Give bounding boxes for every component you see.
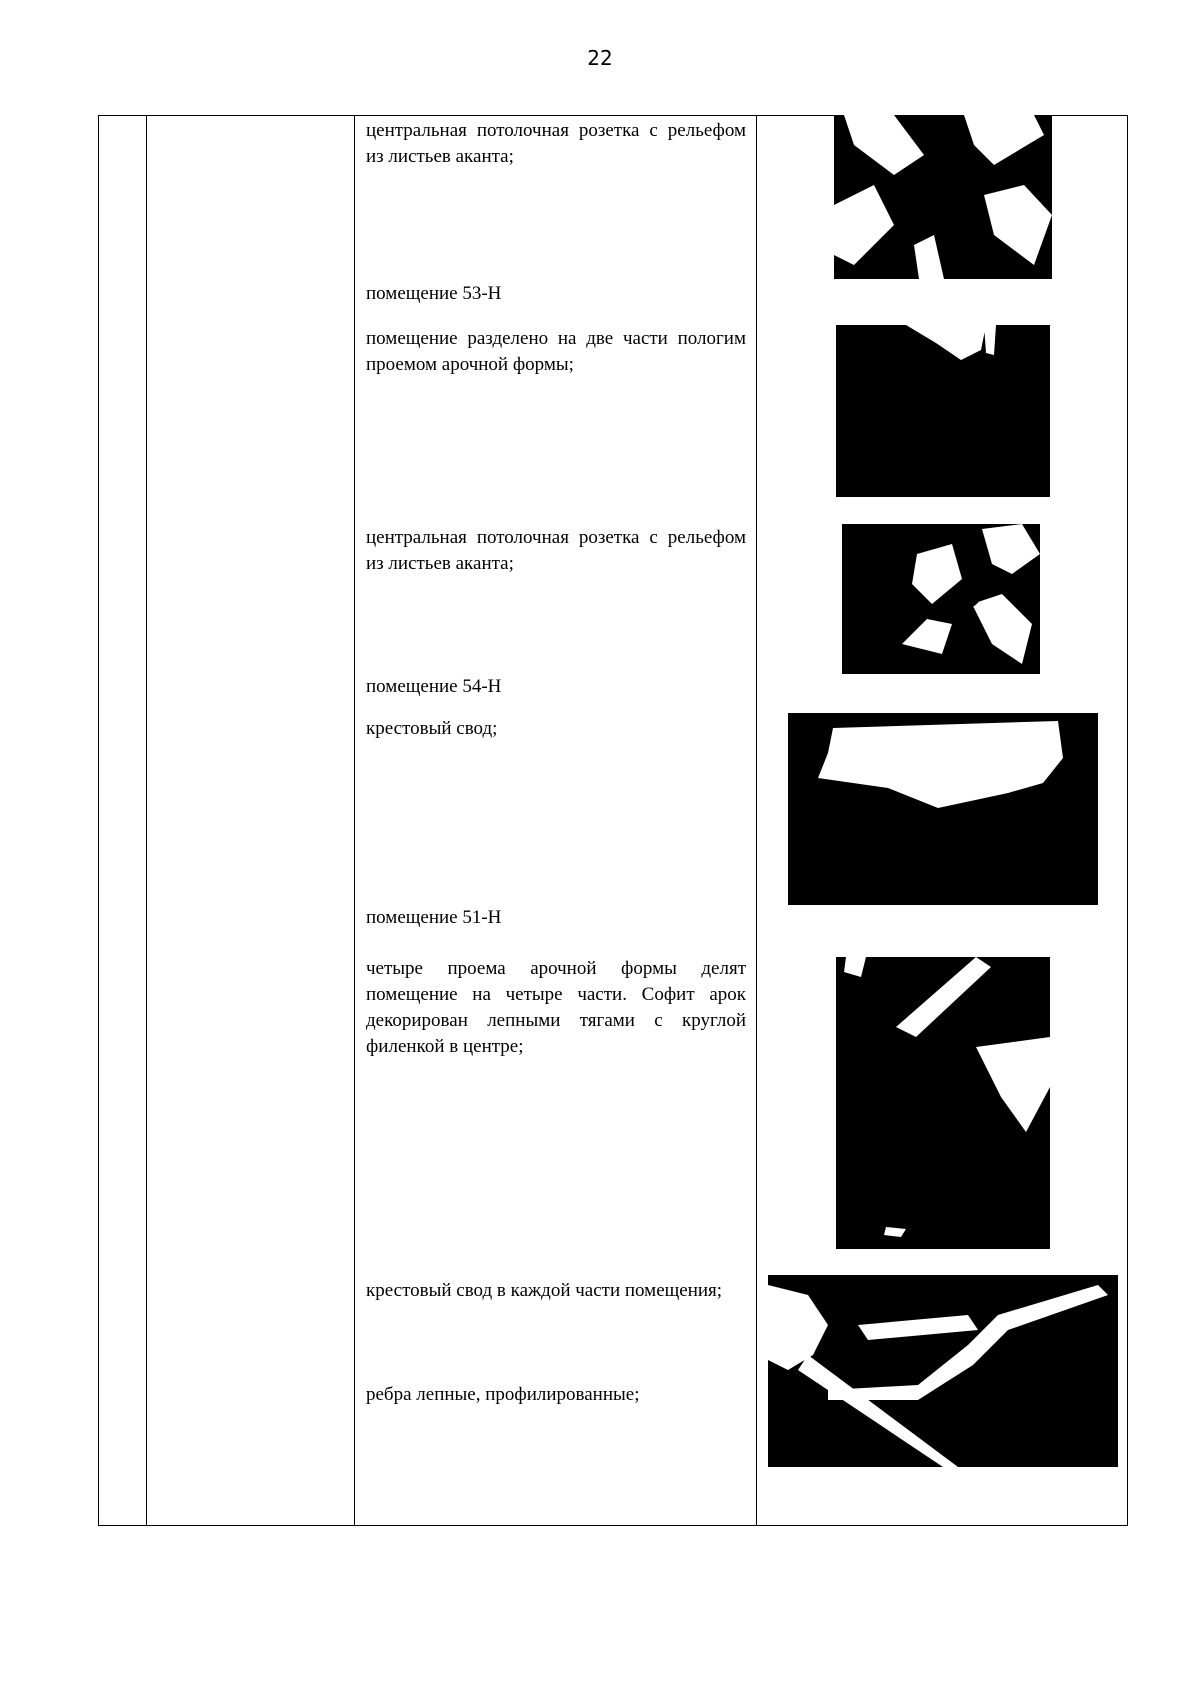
entry-text-four-arches: четыре проема арочной формы делят помещение на четыре части. Софит арок декорирован лепными тягами с круглой филенкой в центре; — [366, 958, 746, 1057]
column-divider-3 — [756, 115, 757, 1526]
room-heading-53n: помещение 53-Н — [366, 283, 502, 304]
column-divider-2 — [354, 115, 355, 1526]
vault-ribs-photo — [768, 1275, 1118, 1467]
ceiling-rosette-photo — [834, 115, 1052, 279]
column-divider-1 — [146, 115, 147, 1526]
page-number: 22 — [587, 46, 613, 70]
entry-text-arch-division: помещение разделено на две части пологим проемом арочной формы; — [366, 328, 746, 375]
entry-text-cross-vault: крестовый свод; — [366, 718, 498, 739]
acanthus-rosette-photo — [842, 524, 1040, 674]
cross-vault-photo — [788, 713, 1098, 905]
entry-text-rosette-1: центральная потолочная розетка с рельефом из листьев аканта; — [366, 120, 746, 167]
entry-text-vault-each-part: крестовый свод в каждой части помещения; — [366, 1280, 723, 1301]
room-heading-54n: помещение 54-Н — [366, 676, 502, 697]
entry-text-rosette-2: центральная потолочная розетка с рельефом из листьев аканта; — [366, 527, 746, 574]
entry-text-ribs: ребра лепные, профилированные; — [366, 1384, 640, 1405]
arched-opening-photo — [836, 325, 1050, 497]
room-heading-51n: помещение 51-Н — [366, 907, 502, 928]
arch-soffit-photo — [836, 957, 1050, 1249]
